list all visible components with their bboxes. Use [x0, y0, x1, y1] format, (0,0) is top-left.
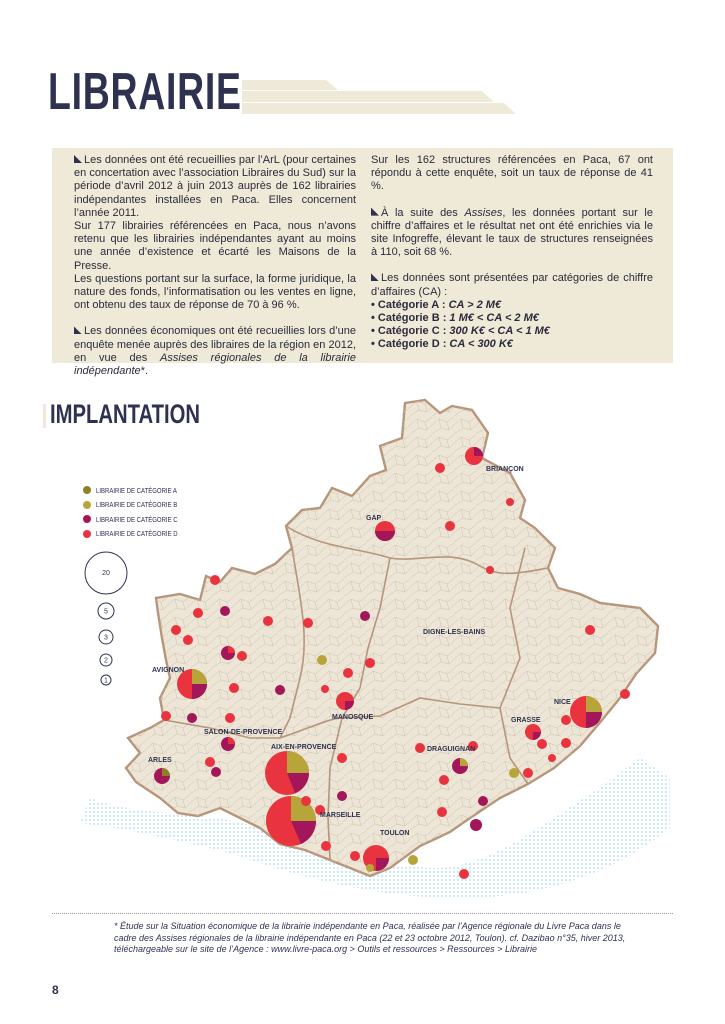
category-item: • Catégorie D : CA < 300 K€: [371, 338, 513, 351]
bullet-triangle-icon: [74, 155, 82, 163]
category-item: • Catégorie C : 300 K€ < CA < 1 M€: [371, 325, 550, 338]
legend-item: LIBRAIRIE DE CATÉGORIE D: [83, 527, 198, 542]
legend-dot: [83, 530, 91, 538]
size-label: 5: [104, 608, 108, 616]
category-legend: [83, 483, 198, 541]
legend-dot: [83, 501, 91, 509]
bullet-triangle-icon: [74, 326, 82, 334]
city-label: DIGNE-LES-BAINS: [423, 629, 486, 636]
intro-paragraph: Les données économiques ont été recueillies lors d’une enquête menée auprès des libraires de la région en 2012, en vue des Assises régionales de la librairie indépendante*.: [74, 325, 356, 378]
city-label: MARSEILLE: [320, 812, 361, 819]
category-item: • Catégorie A : CA > 2 M€: [371, 298, 502, 311]
intro-paragraph: Sur 177 librairies référencées en Paca, nous n’avons retenu que les librairies indépendantes ayant au moins une année d’existence et écarté les Maisons de la Presse.: [74, 220, 356, 272]
size-legend: [82, 548, 132, 688]
bullet-triangle-icon: [371, 273, 379, 281]
bullet-triangle-icon: [371, 208, 379, 216]
size-label: 2: [104, 657, 108, 665]
legend-dot: [83, 486, 91, 494]
legend-item: LIBRAIRIE DE CATÉGORIE C: [83, 512, 198, 527]
section-title: IMPLANTATION: [50, 399, 200, 429]
city-label: AVIGNON: [152, 667, 185, 674]
legend-item: LIBRAIRIE DE CATÉGORIE A: [83, 483, 198, 498]
footnote-divider: [52, 913, 673, 914]
intro-paragraph: Les questions portant sur la surface, la forme juridique, la nature des fonds, l’informatisation ou les ventes en ligne, ont obtenu des taux de réponse de 70 à 96 %.: [74, 272, 356, 312]
size-label: 1: [104, 677, 108, 685]
category-list: [371, 299, 653, 352]
category-item: • Catégorie B : 1 M€ < CA < 2 M€: [371, 312, 539, 325]
size-label: 3: [104, 634, 108, 642]
city-label: NICE: [554, 699, 571, 706]
city-label: GRASSE: [511, 717, 541, 724]
footnote: * Étude sur la Situation économique de la librairie indépendante en Paca, réalisée par l’Agence régionale du Livre Paca dans le cadre des Assises régionales de la librairie indépendante en Paca (22 et 23 octobre 2012, Toulon). cf. Dazibao n°35, hiver 2013, téléchargeable sur le site de l’Agence : www.livre-paca.org > Outils et ressources > Ressources > Librairie: [114, 921, 626, 955]
city-label: TOULON: [380, 830, 410, 837]
city-label: SALON-DE-PROVENCE: [204, 729, 283, 736]
intro-paragraph: Les données sont présentées par catégories de chiffre d’affaires (CA) :: [371, 272, 653, 298]
page-title: LIBRAIRIE: [48, 63, 242, 121]
legend-dot: [83, 515, 91, 523]
city-label: BRIANÇON: [486, 466, 524, 473]
intro-left-column: [74, 154, 356, 391]
size-label: 20: [102, 570, 110, 577]
intro-paragraph: Sur les 162 structures référencées en Paca, 67 ont répondu à cette enquête, soit un taux de réponse de 41 %.: [371, 154, 653, 193]
legend-item: LIBRAIRIE DE CATÉGORIE B: [83, 498, 198, 513]
intro-paragraph: Les données ont été recueillies par l’ArL (pour certaines en concertation avec l’association Libraires du Sud) sur la période d’avril 2012 à juin 2013 auprès de 162 librairies indépendantes installées en Paca. Elles concernent l’année 2011.: [74, 154, 356, 219]
intro-right-column: [371, 154, 653, 352]
section-title-bar: [43, 404, 46, 428]
title-decoration: [242, 80, 522, 114]
city-label: MANOSQUE: [332, 714, 374, 721]
city-label: ARLES: [148, 757, 172, 764]
page-number: 8: [52, 983, 59, 997]
region-map: [80, 398, 670, 898]
city-label: AIX-EN-PROVENCE: [271, 744, 337, 751]
city-label: DRAGUIGNAN: [427, 746, 476, 753]
intro-box: [52, 148, 673, 378]
intro-paragraph: À la suite des Assises, les données portant sur le chiffre d’affaires et le résultat net ont été enrichies via le site Infogreffe, élevant le taux de structures renseignées à 110, soit 68 %.: [371, 206, 653, 259]
city-label: GAP: [366, 515, 382, 522]
